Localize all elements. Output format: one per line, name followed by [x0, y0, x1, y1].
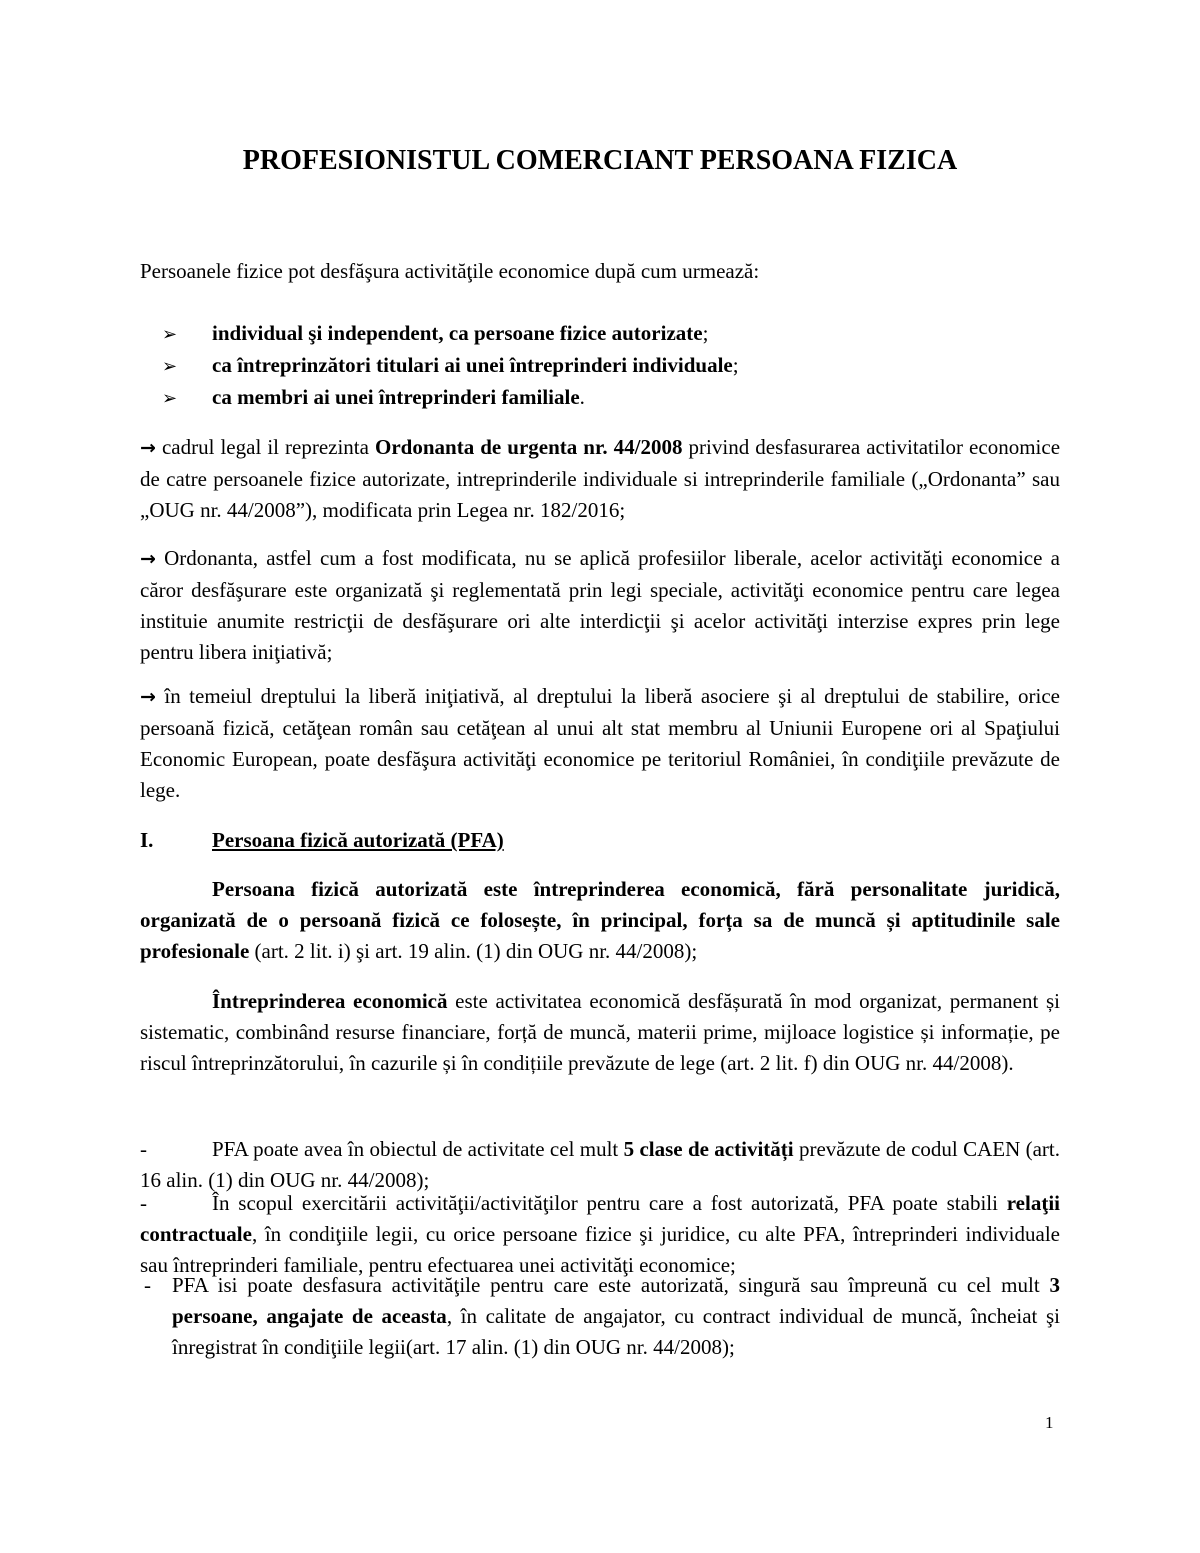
list-item	[162, 318, 1062, 350]
arrowhead-bullet-icon: ➢	[162, 324, 178, 345]
list-item: - PFA isi poate desfasura activităţile pentru care este autorizată, singură sau împreună cu cel mult 3 persoane, angajate de aceasta, în calitate de angajator, cu contract individual de muncă, încheiat şi înregistrat în condiţiile legii(art. 17 alin. (1) din OUG nr. 44/2008);	[172, 1270, 1060, 1363]
bullet-text: individual şi independent, ca persoane fizice autorizate	[212, 321, 703, 345]
list-item: - PFA poate avea în obiectul de activitate cel mult 5 clase de activități prevăzute de codul CAEN (art. 16 alin. (1) din OUG nr. 44/2008);	[140, 1134, 1060, 1196]
dash-bullet: -	[140, 1191, 147, 1215]
bullet-punctuation: .	[579, 385, 585, 409]
list-item	[162, 350, 1062, 382]
pfa-definition-paragraph: Persoana fizică autorizată este întreprinderea economică, fără personalitate juridică, organizată de o persoană fizică ce folosește, în principal, forța sa de muncă și aptitudinile sale profesionale (art. 2 lit. i) şi art. 19 alin. (1) din OUG nr. 44/2008);	[140, 877, 1060, 963]
list-item	[162, 382, 1062, 414]
economic-enterprise-term: Întreprinderea economică	[212, 989, 448, 1013]
page-number: 1	[1045, 1413, 1054, 1432]
bullet-text: ca membri ai unei întreprinderi familiale	[212, 385, 580, 409]
bullet-punctuation: ;	[732, 353, 739, 377]
dash-bullet: -	[144, 1273, 151, 1297]
list-item: - În scopul exercitării activităţii/activităţilor pentru care a fost autorizată, PFA poate stabili relaţii contractuale, în condiţiile legii, cu orice persoane fizice şi juridice, cu alte PFA, întreprinderi individuale sau întreprinderi familiale, pentru efectuarea unei activităţi economice;	[140, 1188, 1060, 1281]
arrowhead-bullet-icon: ➢	[162, 356, 178, 377]
pfa-definition-bold: Persoana fizică autorizată este întreprinderea economică, fără personalitate juridică, organizată de o persoană fizică ce folosește, în principal, forța sa de muncă și aptitudinile sale profesionale	[140, 877, 1060, 963]
dash-bullet: -	[140, 1137, 147, 1161]
right-arrow-icon: →	[140, 437, 156, 459]
right-arrow-icon: →	[140, 548, 156, 570]
free-initiative-paragraph: → în temeiul dreptului la liberă iniţiativă, al dreptului la liberă asociere şi al dreptului de stabilire, orice persoană fizică, cetăţean român sau cetăţean al unui alt stat membru al Uniunii Europene ori al Spaţiului Economic European, poate desfăşura activităţi economice pe teritoriul României, în condiţiile prevăzute de lege.	[140, 684, 1060, 802]
intro-paragraph: Persoanele fizice pot desfăşura activităţile economice după cum urmează:	[140, 259, 760, 283]
bullet-punctuation: ;	[702, 321, 709, 345]
exclusions-paragraph: → Ordonanta, astfel cum a fost modificata, nu se aplică profesiilor liberale, acelor activităţi economice a căror desfăşurare este organizată şi reglementată prin legi speciale, activităţi economice pentru care legea instituie anumite restricţii de desfăşurare ori alte interdicţii şi acelor activităţi interzise expres prin lege pentru libera iniţiativă;	[140, 546, 1060, 664]
economic-enterprise-paragraph: Întreprinderea economică este activitatea economică desfășurată în mod organizat, permanent și sistematic, combinând resurse financiare, forță de muncă, materii prime, mijloace logistice și informație, pe riscul întreprinzătorului, în cazurile și în condițiile prevăzute de lege (art. 2 lit. f) din OUG nr. 44/2008).	[140, 989, 1061, 1075]
bullet-text: ca întreprinzători titulari ai unei întreprinderi individuale	[212, 353, 733, 377]
legal-framework-paragraph: → cadrul legal il reprezinta Ordonanta de urgenta nr. 44/2008 privind desfasurarea activitatilor economice de catre persoanele fizice autorizate, intreprinderile individuale si intreprinderile familiale („Ordonanta” sau „OUG nr. 44/2008”), modificata prin Legea nr. 182/2016;	[140, 435, 1061, 522]
section-number: I.	[140, 828, 154, 852]
section-heading	[140, 825, 1060, 856]
section-title: Persoana fizică autorizată (PFA)	[212, 828, 504, 852]
ordinance-reference: Ordonanta de urgenta nr. 44/2008	[375, 435, 683, 459]
document-title: PROFESIONISTUL COMERCIANT PERSOANA FIZICA	[242, 145, 958, 176]
arrowhead-bullet-icon: ➢	[162, 388, 178, 409]
right-arrow-icon: →	[140, 686, 156, 708]
